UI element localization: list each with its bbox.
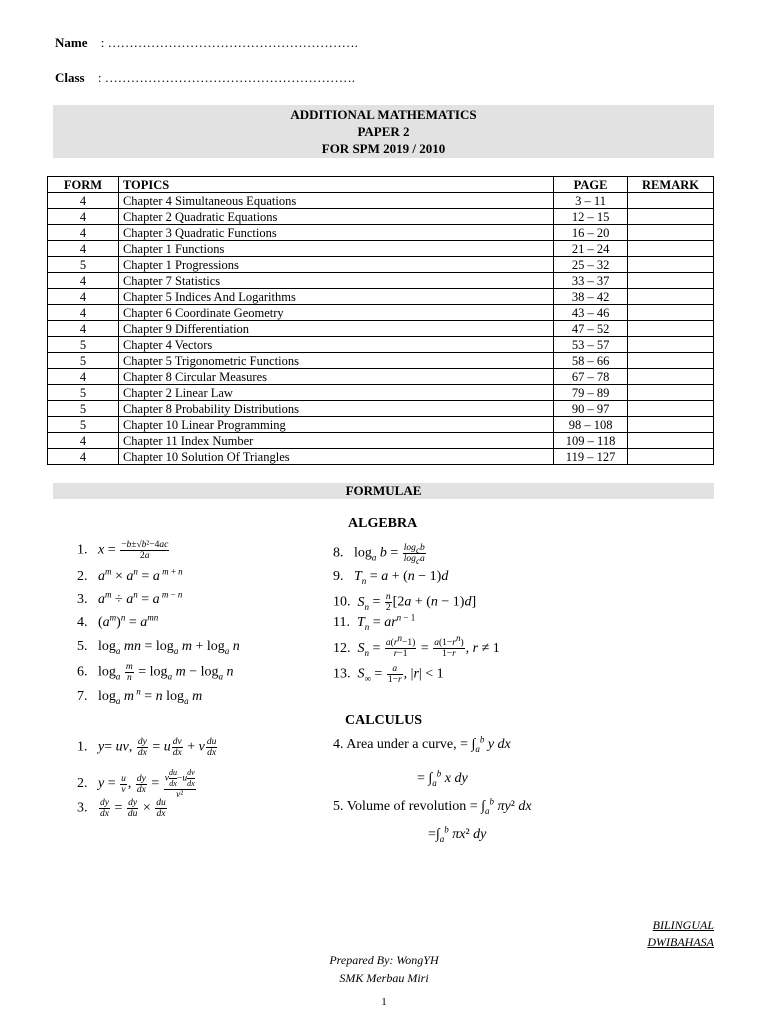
document-title bbox=[53, 105, 714, 158]
topic-cell: Chapter 11 Index Number bbox=[118, 433, 553, 449]
topic-cell: Chapter 4 Simultaneous Equations bbox=[118, 193, 553, 209]
page-cell: 38 – 42 bbox=[554, 289, 628, 305]
form-cell: 4 bbox=[48, 321, 119, 337]
topic-cell: Chapter 2 Linear Law bbox=[118, 385, 553, 401]
formula-4: 4. $(a^m)^n = a^{mn}$ bbox=[77, 612, 159, 630]
topic-cell: Chapter 5 Trigonometric Functions bbox=[118, 353, 553, 369]
calculus-formula-5: 5. Volume of revolution = $\int_a^b$ πy² dx bbox=[333, 796, 532, 816]
topic-cell: Chapter 1 Progressions bbox=[118, 257, 553, 273]
form-cell: 4 bbox=[48, 289, 119, 305]
table-row bbox=[48, 353, 714, 369]
topic-cell: Chapter 8 Probability Distributions bbox=[118, 401, 553, 417]
topic-cell: Chapter 8 Circular Measures bbox=[118, 369, 553, 385]
header-topics: TOPICS bbox=[118, 177, 553, 193]
formula-9: 9. $T_n = a + (n - 1)d$ bbox=[333, 569, 449, 586]
topic-cell: Chapter 3 Quadratic Functions bbox=[118, 225, 553, 241]
table-row bbox=[48, 401, 714, 417]
class-field[interactable]: Class : …………………………………………………. bbox=[55, 70, 355, 85]
page-cell: 90 – 97 bbox=[554, 401, 628, 417]
form-cell: 5 bbox=[48, 401, 119, 417]
page-cell: 98 – 108 bbox=[554, 417, 628, 433]
bilingual-label: BILINGUAL bbox=[652, 918, 714, 932]
formula-10: 10. $S_n$ = $\frac{n}{2}$ [2a + (n − 1)d] bbox=[333, 592, 477, 613]
remark-cell bbox=[628, 449, 714, 465]
page-cell: 109 – 118 bbox=[554, 433, 628, 449]
formula-7: 7. $\log_a m$ $^n$ = n $\log_a m$ bbox=[77, 686, 203, 706]
name-field[interactable]: Name : …………………………………………………. bbox=[55, 35, 358, 50]
formula-6: 6. $\log_a$ $\frac{m}{n}$ = $\log_a m - \log_a n$ bbox=[77, 662, 234, 683]
remark-cell bbox=[628, 417, 714, 433]
page-cell: 53 – 57 bbox=[554, 337, 628, 353]
remark-cell bbox=[628, 209, 714, 225]
page-cell: 12 – 15 bbox=[554, 209, 628, 225]
page-cell: 33 – 37 bbox=[554, 273, 628, 289]
calculus-formula-2: 2. y = $\frac{u}{v}$ , $\frac{dy}{dx}$ = v $\frac{du}{dx}-u$ $\frac{dv}{dx}$ v² bbox=[77, 768, 195, 800]
remark-cell bbox=[628, 385, 714, 401]
form-cell: 4 bbox=[48, 273, 119, 289]
remark-cell bbox=[628, 289, 714, 305]
formula-2: 2. $a^m \times a^n = a$ $^{m + n}$ bbox=[77, 566, 183, 584]
calculus-formula-5b: $=\int_a^b$ πx² dy bbox=[428, 824, 487, 844]
form-cell: 4 bbox=[48, 209, 119, 225]
table-row bbox=[48, 209, 714, 225]
calculus-heading: CALCULUS bbox=[345, 713, 423, 728]
title-line-3: FOR SPM 2019 / 2010 bbox=[321, 141, 446, 156]
remark-cell bbox=[628, 353, 714, 369]
table-row bbox=[48, 241, 714, 257]
form-cell: 4 bbox=[48, 225, 119, 241]
calculus-formula-1: 1. y= uv, $\frac{dy}{dx}$ = u $\frac{dv}{dx}$ + v $\frac{du}{dx}$ bbox=[77, 737, 217, 758]
form-cell: 4 bbox=[48, 193, 119, 209]
topic-cell: Chapter 9 Differentiation bbox=[118, 321, 553, 337]
table-header-row bbox=[48, 177, 714, 193]
table-row bbox=[48, 417, 714, 433]
title-line-2: PAPER 2 bbox=[357, 124, 410, 139]
formula-12: 12. $S_n$ = $\frac{a(r^n-1)}{r-1}$ = $\frac{a(1-r^n)}{1-r}$ , r ≠ 1 bbox=[333, 633, 500, 660]
table-row bbox=[48, 433, 714, 449]
algebra-heading: ALGEBRA bbox=[348, 516, 418, 531]
remark-cell bbox=[628, 241, 714, 257]
topic-cell: Chapter 1 Functions bbox=[118, 241, 553, 257]
formulae-heading: FORMULAE bbox=[53, 483, 714, 499]
topic-cell: Chapter 6 Coordinate Geometry bbox=[118, 305, 553, 321]
remark-cell bbox=[628, 337, 714, 353]
formula-11: 11. $T_n = ar^{n - 1}$ bbox=[333, 612, 416, 632]
formula-5: 5. $\log_a$ mn = $\log_a m + \log_a n$ bbox=[77, 639, 240, 656]
topic-cell: Chapter 7 Statistics bbox=[118, 273, 553, 289]
page-cell: 67 – 78 bbox=[554, 369, 628, 385]
form-cell: 5 bbox=[48, 353, 119, 369]
table-row bbox=[48, 289, 714, 305]
calculus-formula-4: 4. Area under a curve, = $\int_a^b$ y dx bbox=[333, 734, 511, 754]
topic-cell: Chapter 2 Quadratic Equations bbox=[118, 209, 553, 225]
title-line-1: ADDITIONAL MATHEMATICS bbox=[290, 107, 477, 122]
topic-cell: Chapter 4 Vectors bbox=[118, 337, 553, 353]
page-cell: 3 – 11 bbox=[554, 193, 628, 209]
topic-cell: Chapter 5 Indices And Logarithms bbox=[118, 289, 553, 305]
remark-cell bbox=[628, 321, 714, 337]
calculus-formula-4b: = $\int_a^b$ x dy bbox=[417, 768, 468, 788]
page-cell: 43 – 46 bbox=[554, 305, 628, 321]
table-row bbox=[48, 449, 714, 465]
remark-cell bbox=[628, 369, 714, 385]
remark-cell bbox=[628, 193, 714, 209]
page-number: 1 bbox=[381, 996, 387, 1008]
table-row bbox=[48, 225, 714, 241]
formula-8: 8. $\log_a b$ = $\frac{\log_cb}{\log_ca}$ bbox=[333, 543, 425, 566]
table-row bbox=[48, 385, 714, 401]
remark-cell bbox=[628, 433, 714, 449]
remark-cell bbox=[628, 257, 714, 273]
remark-cell bbox=[628, 401, 714, 417]
remark-cell bbox=[628, 273, 714, 289]
page-cell: 47 – 52 bbox=[554, 321, 628, 337]
form-cell: 5 bbox=[48, 385, 119, 401]
page-cell: 25 – 32 bbox=[554, 257, 628, 273]
table-row bbox=[48, 257, 714, 273]
topic-cell: Chapter 10 Linear Programming bbox=[118, 417, 553, 433]
form-cell: 4 bbox=[48, 305, 119, 321]
calculus-formula-3: 3. $\frac{dy}{dx}$ = $\frac{dy}{du}$ × $\frac{du}{dx}$ bbox=[77, 798, 166, 819]
table-row bbox=[48, 193, 714, 209]
form-cell: 4 bbox=[48, 449, 119, 465]
remark-cell bbox=[628, 305, 714, 321]
table-row bbox=[48, 369, 714, 385]
form-cell: 5 bbox=[48, 257, 119, 273]
page-cell: 21 – 24 bbox=[554, 241, 628, 257]
remark-cell bbox=[628, 225, 714, 241]
form-cell: 5 bbox=[48, 337, 119, 353]
table-row bbox=[48, 305, 714, 321]
header-remark: REMARK bbox=[628, 177, 714, 193]
dwibahasa-label: DWIBAHASA bbox=[647, 935, 714, 949]
header-form: FORM bbox=[48, 177, 119, 193]
school-name: SMK Merbau Miri bbox=[339, 971, 429, 985]
form-cell: 5 bbox=[48, 417, 119, 433]
formula-13: 13. $S_\infty$ = $\frac{a}{1-r}$ , |r| < 1 bbox=[333, 664, 444, 685]
form-cell: 4 bbox=[48, 433, 119, 449]
topic-cell: Chapter 10 Solution Of Triangles bbox=[118, 449, 553, 465]
table-row bbox=[48, 337, 714, 353]
page-cell: 79 – 89 bbox=[554, 385, 628, 401]
prepared-by: Prepared By: WongYH bbox=[329, 953, 439, 967]
page-cell: 16 – 20 bbox=[554, 225, 628, 241]
formula-3: 3. $a^m \div a^n = a$ $^{m - n}$ bbox=[77, 589, 183, 607]
table-row bbox=[48, 321, 714, 337]
form-cell: 4 bbox=[48, 369, 119, 385]
page-cell: 119 – 127 bbox=[554, 449, 628, 465]
header-page: PAGE bbox=[554, 177, 628, 193]
table-row bbox=[48, 273, 714, 289]
page-cell: 58 – 66 bbox=[554, 353, 628, 369]
formula-1: 1. x = $\frac{\text{−b±√b²−4ac}}{2a}$ bbox=[77, 540, 169, 561]
topics-table bbox=[47, 176, 714, 465]
form-cell: 4 bbox=[48, 241, 119, 257]
